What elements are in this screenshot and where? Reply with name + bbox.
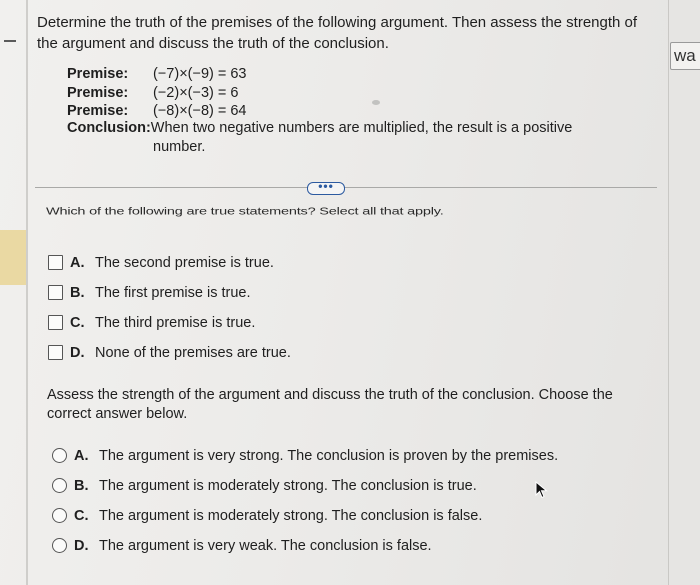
radio-button[interactable] bbox=[52, 448, 67, 463]
checkbox[interactable] bbox=[48, 345, 63, 360]
option-letter: B. bbox=[70, 285, 85, 301]
option-text: The argument is very weak. The conclusion is false. bbox=[99, 538, 432, 554]
premise-label: Premise: bbox=[67, 66, 129, 82]
right-side-panel bbox=[668, 0, 700, 585]
option-text: The argument is very strong. The conclusion is proven by the premises. bbox=[99, 448, 559, 464]
option-text: The first premise is true. bbox=[95, 285, 251, 301]
right-panel-answer-box[interactable]: wa bbox=[670, 42, 700, 70]
premise-value: (−8)×(−8) = 64 bbox=[153, 103, 247, 119]
radio-button[interactable] bbox=[52, 478, 67, 493]
option-text: The third premise is true. bbox=[95, 315, 256, 331]
mouse-cursor-icon bbox=[535, 481, 549, 499]
option-text: None of the premises are true. bbox=[95, 345, 291, 361]
conclusion-text-line2: number. bbox=[153, 139, 206, 155]
expand-more-button[interactable]: ••• bbox=[307, 182, 345, 195]
checkbox[interactable] bbox=[48, 285, 63, 300]
option-text: The second premise is true. bbox=[95, 255, 274, 271]
conclusion-block bbox=[67, 119, 627, 157]
option-letter: D. bbox=[74, 538, 89, 554]
option-letter: C. bbox=[74, 508, 89, 524]
option-letter: B. bbox=[74, 478, 89, 494]
premise-value: (−2)×(−3) = 6 bbox=[153, 84, 239, 101]
option-letter: C. bbox=[70, 315, 85, 331]
premise-value: (−7)×(−9) = 63 bbox=[153, 66, 247, 82]
option-letter: A. bbox=[70, 255, 85, 271]
section-divider bbox=[35, 187, 657, 188]
select-instruction: Which of the following are true statements? Select all that apply. bbox=[46, 206, 444, 218]
option-text: The argument is moderately strong. The conclusion is false. bbox=[99, 508, 483, 524]
conclusion-text-line1: When two negative numbers are multiplied, the result is a positive bbox=[150, 120, 573, 136]
assess-prompt: Assess the strength of the argument and discuss the truth of the conclusion. Choose the correct answer below. bbox=[47, 387, 613, 422]
conclusion-label: Conclusion: bbox=[67, 120, 151, 136]
checkbox[interactable] bbox=[48, 255, 63, 270]
option-letter: D. bbox=[70, 345, 85, 361]
premise-label: Premise: bbox=[67, 84, 129, 101]
left-panel-border bbox=[26, 0, 28, 585]
radio-button[interactable] bbox=[52, 508, 67, 523]
screen-smudge bbox=[372, 100, 380, 105]
question-text: Determine the truth of the premises of the following argument. Then assess the strength of the argument and discuss the truth of the conclusion. bbox=[37, 14, 638, 52]
option-letter: A. bbox=[74, 448, 89, 464]
radio-button[interactable] bbox=[52, 538, 67, 553]
checkbox[interactable] bbox=[48, 315, 63, 330]
left-highlight-tab[interactable] bbox=[0, 230, 27, 285]
left-margin-dash bbox=[4, 40, 16, 42]
option-text: The argument is moderately strong. The conclusion is true. bbox=[99, 478, 477, 494]
premise-label: Premise: bbox=[67, 103, 129, 119]
